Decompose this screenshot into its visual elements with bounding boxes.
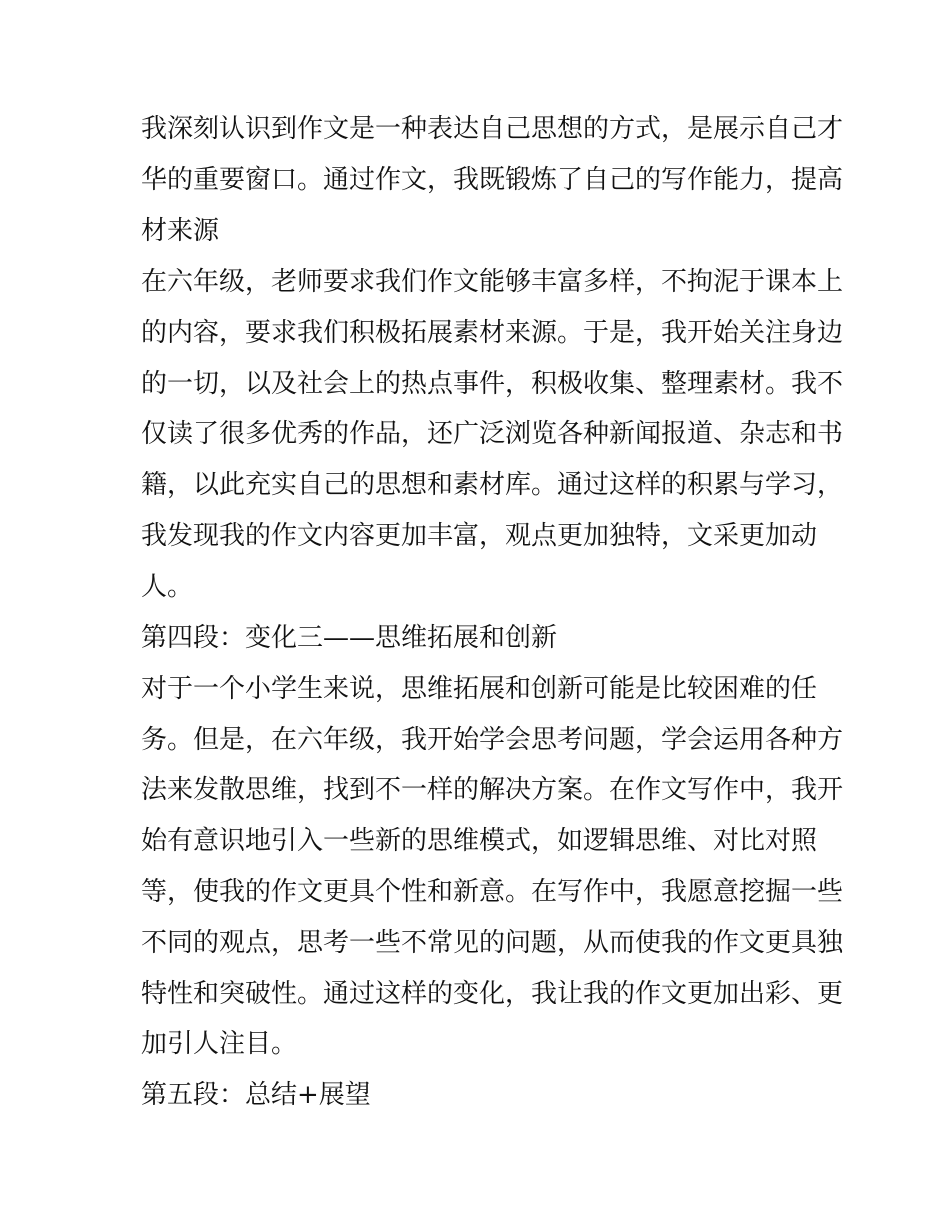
text-line: 不同的观点，思考一些不常见的问题，从而使我的作文更具独 <box>141 928 844 958</box>
text-line: 仅读了很多优秀的作品，还广泛浏览各种新闻报道、杂志和书 <box>141 419 844 449</box>
section-heading: 第四段：变化三——思维拓展和创新 <box>141 623 558 653</box>
text-line: 法来发散思维，找到不一样的解决方案。在作文写作中，我开 <box>141 775 844 805</box>
text-line: 我深刻认识到作文是一种表达自己思想的方式，是展示自己才 <box>141 114 844 144</box>
text-line: 对于一个小学生来说，思维拓展和创新可能是比较困难的任 <box>141 674 818 704</box>
text-line: 务。但是，在六年级，我开始学会思考问题，学会运用各种方 <box>141 725 844 755</box>
text-line: 的一切，以及社会上的热点事件，积极收集、整理素材。我不 <box>141 369 844 399</box>
text-line: 特性和突破性。通过这样的变化，我让我的作文更加出彩、更 <box>141 979 844 1009</box>
text-line: 籍，以此充实自己的思想和素材库。通过这样的积累与学习， <box>141 470 844 500</box>
text-line: 在六年级，老师要求我们作文能够丰富多样，不拘泥于课本上 <box>141 267 844 297</box>
section-heading: 第五段：总结+展望 <box>141 1080 371 1110</box>
text-line: 加引人注目。 <box>141 1029 298 1059</box>
text-line: 材来源 <box>141 216 220 246</box>
text-line: 人。 <box>141 572 194 602</box>
text-line: 始有意识地引入一些新的思维模式，如逻辑思维、对比对照 <box>141 826 818 856</box>
text-line: 的内容，要求我们积极拓展素材来源。于是，我开始关注身边 <box>141 318 844 348</box>
text-line: 等，使我的作文更具个性和新意。在写作中，我愿意挖掘一些 <box>141 877 844 907</box>
text-line: 我发现我的作文内容更加丰富，观点更加独特，文采更加动 <box>141 521 818 551</box>
text-line: 华的重要窗口。通过作文，我既锻炼了自己的写作能力，提高 <box>141 165 844 195</box>
